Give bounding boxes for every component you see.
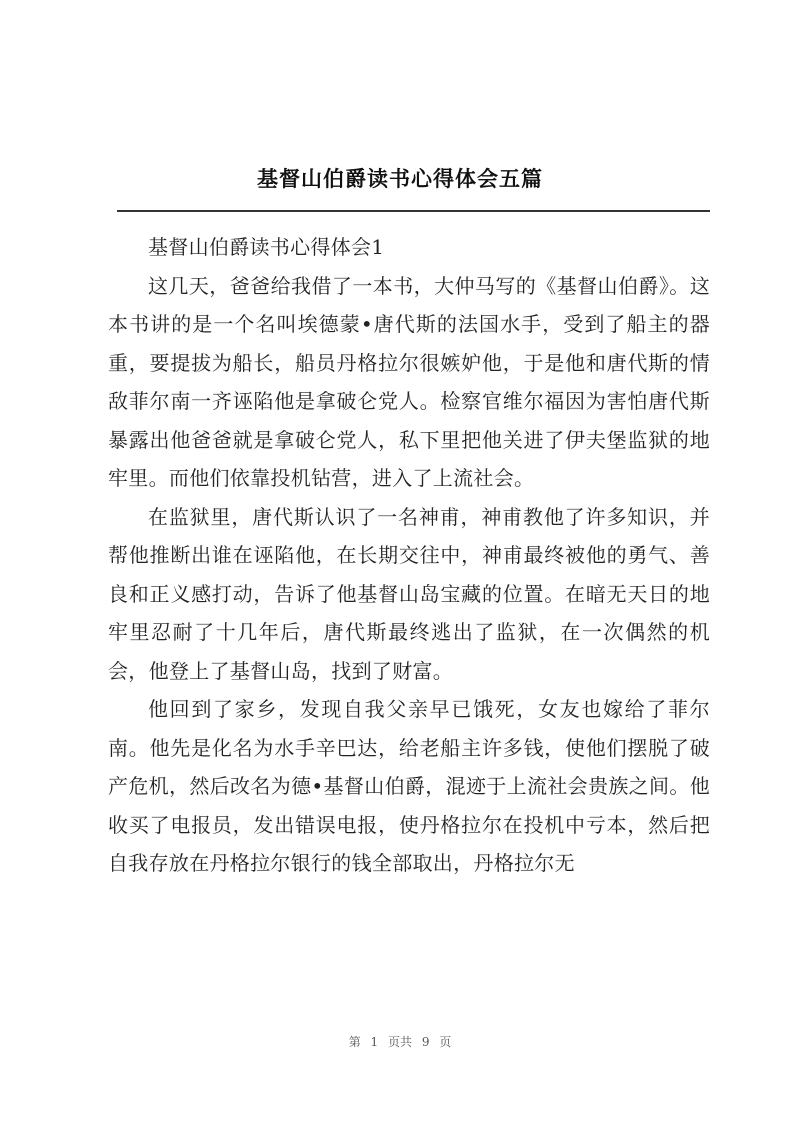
paragraph: 在监狱里，唐代斯认识了一名神甫，神甫教他了许多知识，并帮他推断出谁在诬陷他，在长期交往中，神甫最终被他的勇气、善良和正义感打动，告诉了他基督山岛宝藏的位置。在暗无天日的地牢里忍耐了十几年后，唐代斯最终逃出了监狱，在一次偶然的机会，他登上了基督山岛，找到了财富。 — [108, 504, 710, 683]
paragraph: 他回到了家乡，发现自我父亲早已饿死，女友也嫁给了菲尔南。他先是化名为水手辛巴达，给老船主许多钱，使他们摆脱了破产危机，然后改名为德•基督山伯爵，混迹于上流社会贵族之间。他收买了电报员，发出错误电报，使丹格拉尔在投机中亏本，然后把自我存放在丹格拉尔银行的钱全部取出，丹格拉尔无 — [108, 697, 710, 875]
document-body — [108, 228, 710, 883]
paragraph: 这几天，爸爸给我借了一本书，大仲马写的《基督山伯爵》。这本书讲的是一个名叫埃德蒙•唐代斯的法国水手，受到了船主的器重，要提拔为船长，船员丹格拉尔很嫉妒他，于是他和唐代斯的情敌菲尔南一齐诬陷他是拿破仑党人。检察官维尔福因为害怕唐代斯暴露出他爸爸就是拿破仑党人，私下里把他关进了伊夫堡监狱的地牢里。而他们依靠投机钻营，进入了上流社会。 — [108, 273, 710, 490]
section-heading: 基督山伯爵读书心得体会1 — [148, 235, 385, 259]
title-divider — [117, 210, 710, 212]
document-title: 基督山伯爵读书心得体会五篇 — [257, 167, 543, 191]
page-footer: 第 1 页共 9 页 — [348, 1035, 452, 1049]
